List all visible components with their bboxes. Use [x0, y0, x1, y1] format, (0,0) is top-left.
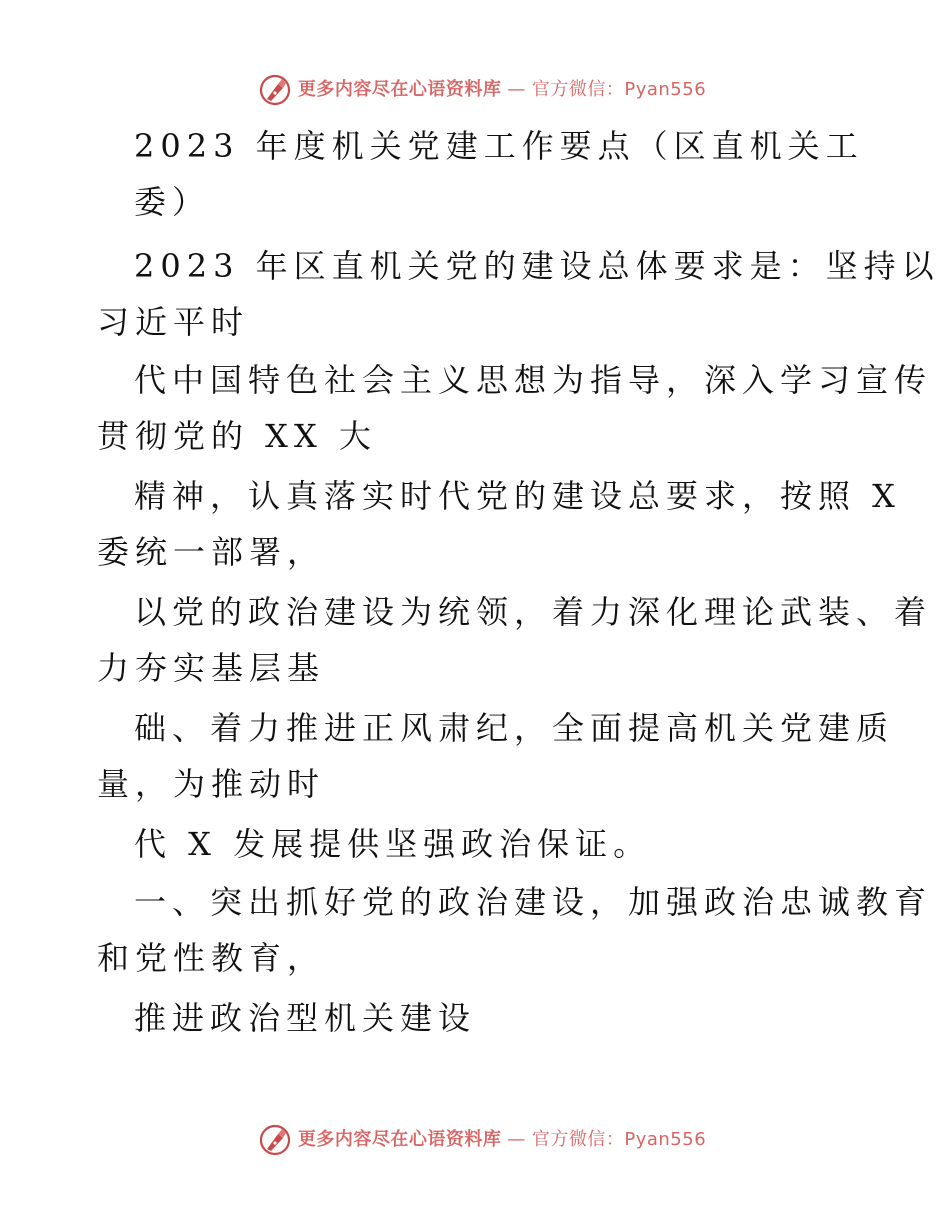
footer-watermark-inner: [258, 1123, 706, 1157]
document-title-line-2: 委）: [134, 183, 211, 221]
paragraph-line: 代中国特色社会主义思想为指导，深入学习宣传: [134, 361, 933, 399]
pen-nib-circle-icon: [258, 1123, 292, 1157]
watermark-main-text: 更多内容尽在心语资料库: [297, 1129, 502, 1150]
section-heading-line-1: 一、突出抓好党的政治建设，加强政治忠诚教育: [134, 883, 933, 921]
footer-watermark: [0, 1120, 950, 1160]
paragraph-line: 2023 年区直机关党的建设总体要求是：坚持以: [134, 247, 940, 285]
header-watermark: [0, 70, 950, 110]
paragraph-line: 以党的政治建设为统领，着力深化理论武装、着: [134, 593, 933, 631]
section-heading-line-3: 推进政治型机关建设: [134, 999, 477, 1037]
watermark-dash: —: [507, 1129, 526, 1150]
watermark-contact: 官方微信：Pyan556: [531, 79, 707, 100]
paragraph-line: 量，为推动时: [97, 765, 326, 803]
document-title-line-1: 2023 年度机关党建工作要点（区直机关工: [134, 127, 864, 165]
watermark-main-text: 更多内容尽在心语资料库: [297, 79, 502, 100]
paragraph-line: 力夯实基层基: [97, 649, 326, 687]
paragraph-line: 精神，认真落实时代党的建设总要求，按照 X: [134, 477, 901, 515]
header-watermark-inner: [258, 73, 706, 107]
watermark-dash: —: [507, 79, 526, 100]
watermark-contact: 官方微信：Pyan556: [531, 1129, 707, 1150]
pen-nib-circle-icon: [258, 73, 292, 107]
paragraph-line: 础、着力推进正风肃纪，全面提高机关党建质: [134, 709, 895, 747]
paragraph-line: 贯彻党的 XX 大: [97, 417, 377, 455]
paragraph-line: 委统一部署，: [97, 533, 326, 571]
section-heading-line-2: 和党性教育，: [97, 939, 326, 977]
paragraph-line: 习近平时: [97, 303, 250, 341]
paragraph-line: 代 X 发展提供坚强政治保证。: [134, 825, 652, 863]
